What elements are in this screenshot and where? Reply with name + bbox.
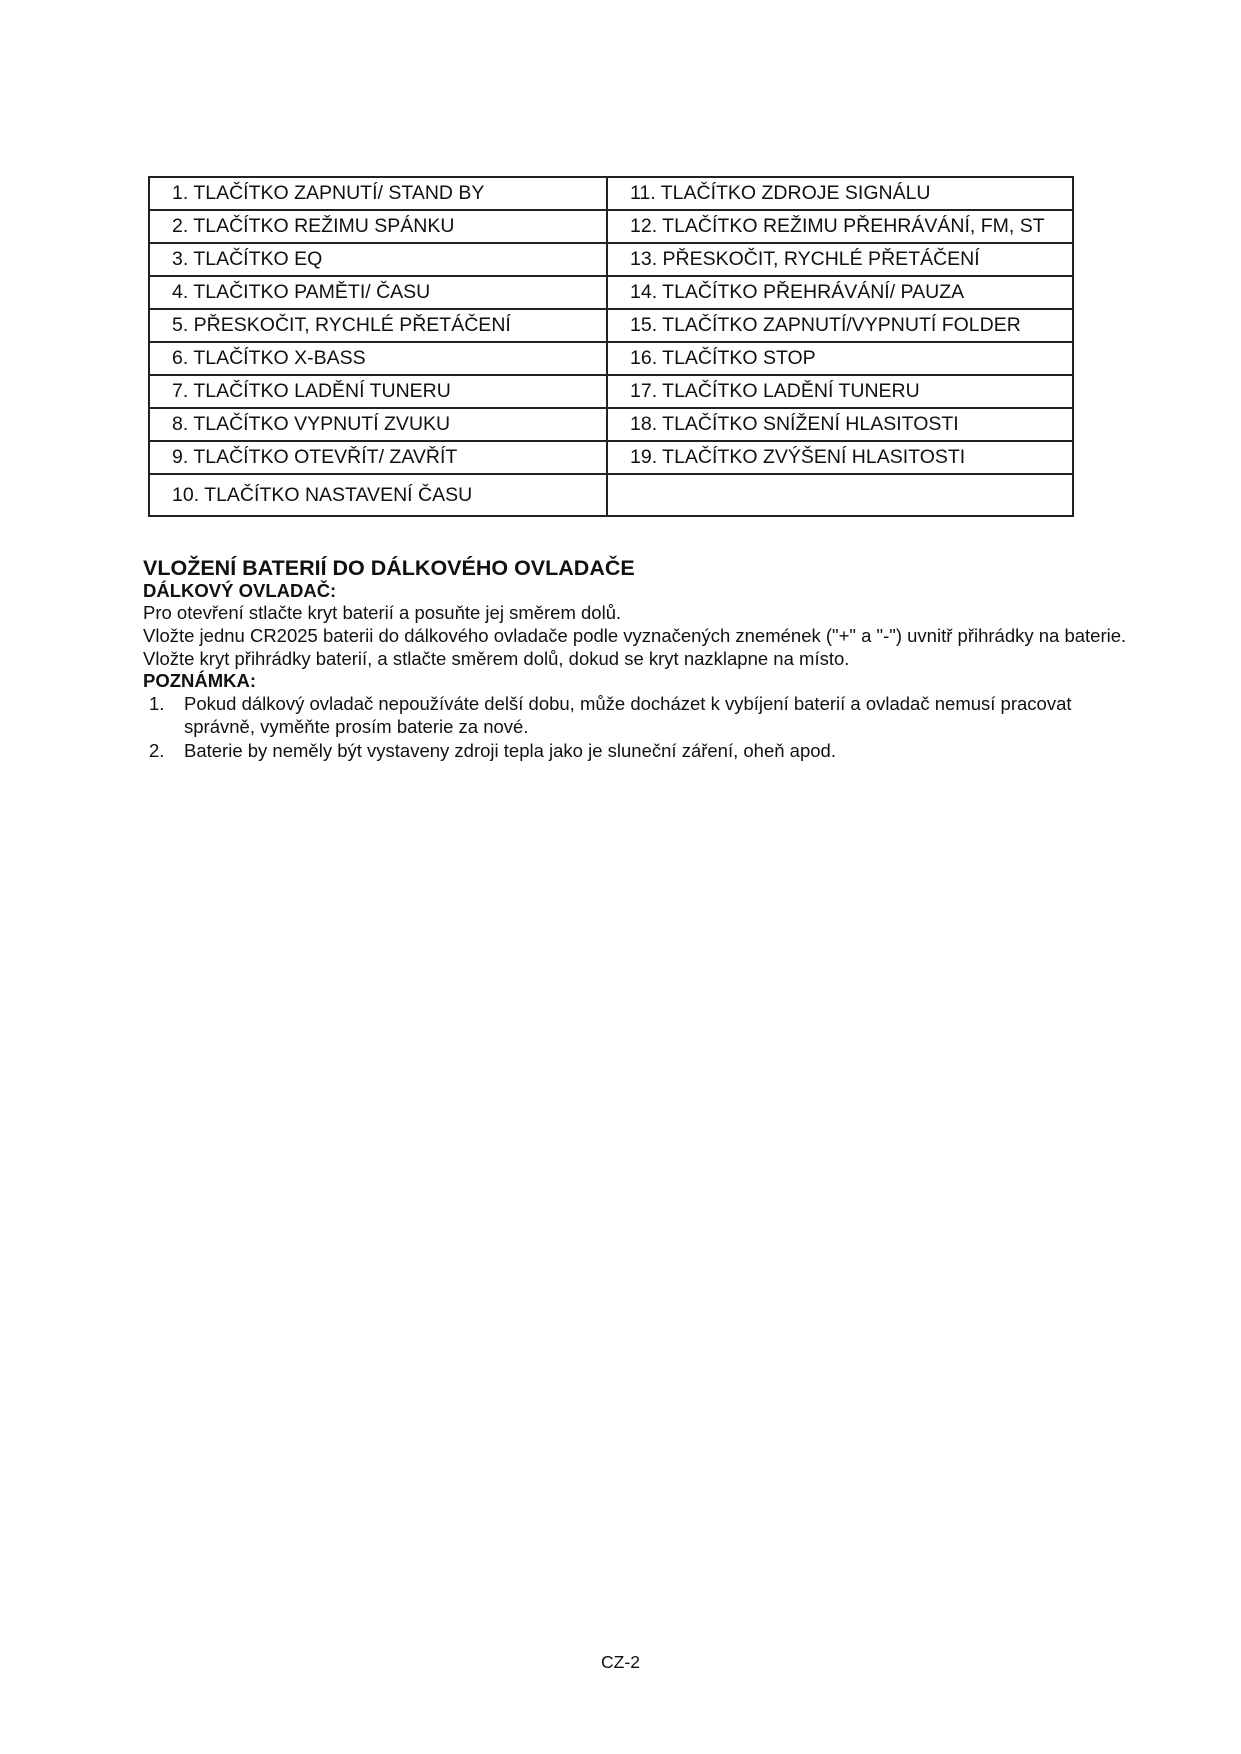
table-cell: 9. TLAČÍTKO OTEVŘÍT/ ZAVŘÍT bbox=[149, 441, 607, 474]
table-cell: 10. TLAČÍTKO NASTAVENÍ ČASU bbox=[149, 474, 607, 516]
instruction-paragraph: Vložte kryt přihrádky baterií, a stlačte směrem dolů, dokud se kryt nazklapne na místo. bbox=[143, 648, 850, 669]
table-cell: 8. TLAČÍTKO VYPNUTÍ ZVUKU bbox=[149, 408, 607, 441]
list-item-number: 2. bbox=[149, 740, 165, 761]
table-cell: 3. TLAČÍTKO EQ bbox=[149, 243, 607, 276]
table-row bbox=[149, 177, 1073, 210]
section-heading: VLOŽENÍ BATERIÍ DO DÁLKOVÉHO OVLADAČE bbox=[143, 556, 635, 580]
list-item bbox=[143, 692, 1143, 738]
list-item-text: Baterie by neměly být vystaveny zdroji tepla jako je sluneční záření, oheň apod. bbox=[184, 740, 836, 761]
list-item bbox=[143, 739, 1143, 762]
table-row bbox=[149, 342, 1073, 375]
table-cell: 2. TLAČÍTKO REŽIMU SPÁNKU bbox=[149, 210, 607, 243]
table-row bbox=[149, 276, 1073, 309]
table-cell: 4. TLAČITKO PAMĚTI/ ČASU bbox=[149, 276, 607, 309]
table-cell: 15. TLAČÍTKO ZAPNUTÍ/VYPNUTÍ FOLDER bbox=[607, 309, 1073, 342]
table-cell: 1. TLAČÍTKO ZAPNUTÍ/ STAND BY bbox=[149, 177, 607, 210]
table-cell: 16. TLAČÍTKO STOP bbox=[607, 342, 1073, 375]
table-cell: 19. TLAČÍTKO ZVÝŠENÍ HLASITOSTI bbox=[607, 441, 1073, 474]
battery-section bbox=[143, 556, 1143, 763]
table-row bbox=[149, 309, 1073, 342]
page-number: CZ-2 bbox=[601, 1652, 640, 1672]
table-row bbox=[149, 408, 1073, 441]
button-list-table bbox=[148, 176, 1074, 517]
table-row bbox=[149, 243, 1073, 276]
list-item-number: 1. bbox=[149, 693, 165, 714]
table-cell: 12. TLAČÍTKO REŽIMU PŘEHRÁVÁNÍ, FM, ST bbox=[607, 210, 1073, 243]
table-cell: 17. TLAČÍTKO LADĚNÍ TUNERU bbox=[607, 375, 1073, 408]
table-row bbox=[149, 375, 1073, 408]
table-cell: 6. TLAČÍTKO X-BASS bbox=[149, 342, 607, 375]
table-row bbox=[149, 210, 1073, 243]
table-cell: 18. TLAČÍTKO SNÍŽENÍ HLASITOSTI bbox=[607, 408, 1073, 441]
instruction-paragraph: Pro otevření stlačte kryt baterií a posuňte jej směrem dolů. bbox=[143, 602, 622, 623]
table-cell: 13. PŘESKOČIT, RYCHLÉ PŘETÁČENÍ bbox=[607, 243, 1073, 276]
table-row bbox=[149, 474, 1073, 516]
table-cell: 7. TLAČÍTKO LADĚNÍ TUNERU bbox=[149, 375, 607, 408]
list-item-text: Pokud dálkový ovladač nepoužíváte delší dobu, může docházet k vybíjení baterií a ovladač nemusí pracovat správně, vyměňte prosím baterie za nové. bbox=[184, 693, 1072, 737]
instruction-paragraph: Vložte jednu CR2025 baterii do dálkového ovladače podle vyznačených znemének ("+" a "-") uvnitř přihrádky na baterie. bbox=[143, 625, 1127, 646]
table-cell: 11. TLAČÍTKO ZDROJE SIGNÁLU bbox=[607, 177, 1073, 210]
table-cell: 5. PŘESKOČIT, RYCHLÉ PŘETÁČENÍ bbox=[149, 309, 607, 342]
note-list bbox=[143, 692, 1143, 762]
table-cell: 14. TLAČÍTKO PŘEHRÁVÁNÍ/ PAUZA bbox=[607, 276, 1073, 309]
note-title: POZNÁMKA: bbox=[143, 670, 257, 691]
table-cell-empty bbox=[607, 474, 1073, 516]
table-row bbox=[149, 441, 1073, 474]
section-subheading: DÁLKOVÝ OVLADAČ: bbox=[143, 580, 337, 601]
